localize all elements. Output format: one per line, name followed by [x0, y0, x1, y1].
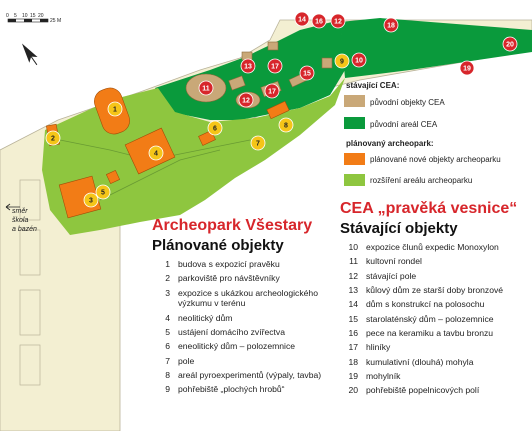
- scale-tick-5: 5: [14, 13, 17, 19]
- list-item-number: 19: [348, 370, 358, 381]
- list-item-number: 5: [165, 327, 170, 338]
- map-pin-label: 5: [101, 189, 105, 197]
- legend-label-planned-area: rozšíření areálu archeoparku: [370, 176, 473, 185]
- svg-text:směr: směr: [12, 208, 28, 215]
- list-item-text: ustájení domácího zvířectva: [178, 327, 285, 338]
- map-pin-16: [312, 14, 326, 28]
- archeopark-panel: [152, 217, 332, 399]
- svg-text:a bazén: a bazén: [12, 226, 37, 233]
- legend-heading-existing: stávající CEA:: [346, 81, 400, 90]
- list-item: [340, 256, 530, 267]
- list-item-number: 17: [348, 342, 358, 353]
- scale-unit: 25 M: [50, 18, 62, 24]
- list-item-number: 18: [348, 356, 358, 367]
- map-pin-label: 8: [284, 122, 288, 130]
- scale-tick-15: 15: [30, 13, 36, 19]
- scale-tick-0: 0: [6, 13, 9, 19]
- list-item-text: expozice člunů expedic Monoxylon: [366, 242, 499, 252]
- north-arrow-icon: [18, 41, 41, 68]
- map-pin-label: 3: [89, 197, 93, 205]
- scale-tick-20: 20: [38, 13, 44, 19]
- map-pin-label: 9: [340, 58, 344, 66]
- archeopark-title: Archeopark Všestary: [152, 217, 313, 234]
- list-item-number: 11: [349, 256, 358, 267]
- cea-list: [340, 242, 530, 396]
- cea-title: CEA „pravěká vesnice“: [340, 200, 518, 217]
- map-pin-label: 7: [256, 140, 260, 148]
- map-pin-17: [268, 59, 282, 73]
- map-pin-7: [251, 136, 265, 150]
- list-item: [152, 370, 332, 381]
- list-item: [340, 285, 530, 296]
- list-item-text: kumulativní (dlouhá) mohyla: [366, 356, 474, 367]
- legend-swatch-planned-area: [344, 174, 365, 186]
- list-item: [340, 299, 530, 310]
- map-pin-label: 17: [271, 63, 279, 71]
- list-item-number: 9: [165, 384, 170, 395]
- list-item-text: pohřebiště popelnicových polí: [366, 385, 480, 396]
- list-item: [152, 356, 332, 367]
- map-pin-label: 11: [202, 85, 210, 93]
- map-pin-label: 2: [51, 135, 55, 143]
- list-item: [152, 384, 332, 395]
- list-item: [340, 328, 530, 339]
- map-pin-4: [149, 146, 163, 160]
- list-item-text: kůlový dům ze starší doby bronzové: [366, 284, 504, 295]
- list-item: [340, 271, 530, 282]
- list-item-number: 3: [165, 287, 170, 298]
- map-pin-label: 15: [303, 70, 311, 78]
- legend-label-planned-objects: plánované nové objekty archeoparku: [370, 155, 501, 164]
- map-pin-label: 13: [244, 63, 252, 71]
- list-item: [340, 242, 530, 253]
- map-pin-label: 6: [213, 125, 217, 133]
- list-item: [340, 357, 530, 368]
- list-item-text: eneolitický dům – polozemnice: [178, 341, 296, 352]
- list-item-text: parkoviště pro návštěvníky: [178, 273, 280, 284]
- scale-tick-10: 10: [22, 13, 28, 19]
- list-item-text: pole: [178, 355, 195, 366]
- list-item-number: 20: [348, 385, 358, 396]
- list-item-text: starolaténský dům – polozemnice: [366, 313, 494, 324]
- legend-label-existing-area: původní areál CEA: [370, 120, 438, 129]
- list-item-number: 1: [165, 259, 170, 269]
- map-pin-label: 19: [463, 65, 471, 73]
- list-item-number: 6: [165, 341, 170, 352]
- list-item-number: 4: [165, 312, 170, 323]
- list-item-number: 14: [348, 299, 358, 310]
- map-pin-11: [199, 81, 213, 95]
- map-pin-label: 10: [355, 57, 363, 65]
- list-item-text: hliníky: [366, 342, 391, 353]
- map-pin-label: 12: [334, 18, 342, 26]
- archeopark-subtitle: Plánované objekty: [152, 237, 284, 254]
- list-item: [152, 341, 332, 352]
- list-item-number: 8: [165, 370, 170, 381]
- map-pin-1: [108, 102, 122, 116]
- legend-swatch-planned-objects: [344, 153, 365, 165]
- map-pin-label: 16: [315, 18, 323, 26]
- legend-swatch-existing-objects: [344, 95, 365, 107]
- list-item-number: 7: [165, 355, 170, 366]
- map-pin-label: 1: [113, 106, 117, 114]
- legend-swatch-existing-area: [344, 117, 365, 129]
- map-pin-9: [335, 54, 349, 68]
- list-item-text: areál pyroexperimentů (výpaly, tavba): [178, 370, 322, 381]
- list-item-number: 10: [348, 242, 358, 252]
- map-pin-17: [265, 84, 279, 98]
- map-pin-14: [295, 12, 309, 26]
- list-item-number: 13: [348, 284, 358, 295]
- list-item-text: expozice s ukázkou archeologického výzkumu v terénu: [178, 287, 318, 309]
- map-pin-label: 12: [242, 97, 250, 105]
- list-item-text: mohylník: [366, 370, 401, 381]
- scale-bar: [6, 13, 61, 24]
- list-item: [340, 385, 530, 396]
- list-item: [152, 313, 332, 324]
- list-item: [340, 371, 530, 382]
- list-item-text: kultovní rondel: [366, 256, 422, 267]
- list-item: [340, 314, 530, 325]
- legend-heading-planned: plánovaný archeopark:: [346, 139, 434, 148]
- map-pin-3: [84, 193, 98, 207]
- map-pin-13: [241, 59, 255, 73]
- list-item: [340, 342, 530, 353]
- map-pin-12: [239, 93, 253, 107]
- map-pin-label: 14: [298, 16, 306, 24]
- map-pin-18: [384, 18, 398, 32]
- map-pin-5: [96, 185, 110, 199]
- list-item-text: stávající pole: [366, 270, 417, 281]
- archeopark-list: [152, 259, 332, 395]
- svg-text:škola: škola: [12, 217, 29, 224]
- cea-subtitle: Stávající objekty: [340, 220, 458, 237]
- list-item: [152, 288, 332, 309]
- list-item-number: 2: [165, 273, 170, 284]
- list-item-text: neolitický dům: [178, 312, 233, 323]
- list-item: [152, 273, 332, 284]
- map-pin-label: 20: [506, 41, 514, 49]
- list-item-text: dům s konstrukcí na polosochu: [366, 299, 485, 310]
- list-item: [152, 327, 332, 338]
- cea-panel: [340, 200, 530, 400]
- list-item-number: 12: [348, 270, 358, 281]
- map-pin-20: [503, 37, 517, 51]
- legend-label-existing-objects: původní objekty CEA: [370, 98, 445, 107]
- list-item-number: 15: [348, 313, 358, 324]
- map-pin-12: [331, 14, 345, 28]
- list-item-text: pece na keramiku a tavbu bronzu: [366, 327, 494, 338]
- map-pin-label: 17: [268, 88, 276, 96]
- list-item-number: 16: [348, 327, 358, 338]
- list-item: [152, 259, 332, 270]
- list-item-text: pohřebiště „plochých hrobů“: [178, 384, 285, 395]
- map-pin-2: [46, 131, 60, 145]
- map-pin-6: [208, 121, 222, 135]
- map-pin-10: [352, 53, 366, 67]
- list-item-text: budova s expozicí pravěku: [178, 259, 280, 269]
- map-pin-15: [300, 66, 314, 80]
- map-pin-label: 4: [154, 150, 158, 158]
- map-pin-19: [460, 61, 474, 75]
- map-pin-8: [279, 118, 293, 132]
- map-pin-label: 18: [387, 22, 395, 30]
